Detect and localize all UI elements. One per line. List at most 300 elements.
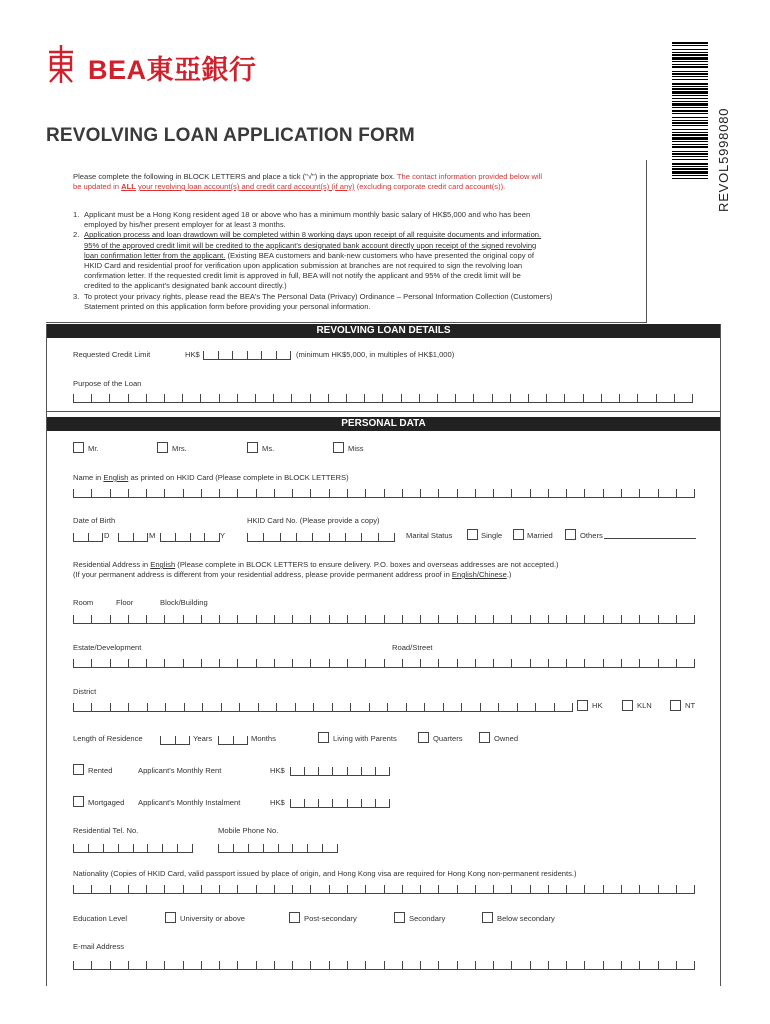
comb-cell[interactable] [639, 885, 657, 893]
comb-cell[interactable] [164, 394, 182, 402]
comb-cell[interactable] [201, 885, 219, 893]
comb-cell[interactable] [318, 767, 332, 775]
comb-cell[interactable] [329, 489, 347, 497]
comb-cell[interactable] [511, 489, 529, 497]
comb-cell[interactable] [658, 489, 676, 497]
comb-cell[interactable] [329, 615, 347, 623]
comb-cell[interactable] [402, 615, 420, 623]
comb-cell[interactable] [256, 961, 274, 969]
comb-cell[interactable] [511, 615, 529, 623]
comb-cell[interactable] [332, 799, 346, 807]
comb-cell[interactable] [274, 961, 292, 969]
comb-cell[interactable] [493, 885, 511, 893]
comb-cell[interactable] [438, 489, 456, 497]
title-mr-checkbox[interactable] [73, 442, 84, 453]
comb-cell[interactable] [280, 533, 296, 541]
marital-others-line[interactable] [604, 538, 696, 539]
marital-single-checkbox[interactable] [467, 529, 478, 540]
address-line-2-field[interactable] [73, 654, 695, 668]
comb-cell[interactable] [232, 351, 247, 359]
comb-cell[interactable] [310, 489, 328, 497]
comb-cell[interactable] [584, 489, 602, 497]
comb-cell[interactable] [110, 885, 128, 893]
comb-cell[interactable] [364, 394, 382, 402]
comb-cell[interactable] [329, 961, 347, 969]
comb-cell[interactable] [218, 736, 233, 744]
comb-cell[interactable] [548, 489, 566, 497]
comb-cell[interactable] [457, 489, 475, 497]
comb-cell[interactable] [318, 799, 332, 807]
monthly-rent-field[interactable] [290, 762, 390, 776]
comb-cell[interactable] [510, 394, 528, 402]
comb-cell[interactable] [247, 351, 262, 359]
comb-cell[interactable] [639, 659, 657, 667]
comb-cell[interactable] [110, 615, 128, 623]
comb-cell[interactable] [219, 615, 237, 623]
comb-cell[interactable] [310, 394, 328, 402]
comb-cell[interactable] [384, 489, 402, 497]
comb-cell[interactable] [493, 961, 511, 969]
residential-tel-field[interactable] [73, 839, 193, 853]
comb-cell[interactable] [676, 489, 695, 497]
comb-cell[interactable] [603, 961, 621, 969]
purpose-field[interactable] [73, 389, 693, 403]
comb-cell[interactable] [201, 615, 219, 623]
comb-cell[interactable] [676, 659, 695, 667]
hkid-field[interactable] [247, 528, 395, 542]
comb-cell[interactable] [128, 961, 146, 969]
comb-cell[interactable] [91, 615, 109, 623]
comb-cell[interactable] [601, 394, 619, 402]
comb-cell[interactable] [475, 961, 493, 969]
rented-checkbox[interactable] [73, 764, 84, 775]
comb-cell[interactable] [475, 489, 493, 497]
comb-cell[interactable] [261, 351, 276, 359]
comb-cell[interactable] [274, 659, 292, 667]
comb-cell[interactable] [310, 885, 328, 893]
comb-cell[interactable] [438, 961, 456, 969]
comb-cell[interactable] [164, 885, 182, 893]
comb-cell[interactable] [402, 885, 420, 893]
comb-cell[interactable] [73, 885, 91, 893]
comb-cell[interactable] [201, 489, 219, 497]
comb-cell[interactable] [564, 394, 582, 402]
title-mrs-checkbox[interactable] [157, 442, 168, 453]
comb-cell[interactable] [493, 659, 511, 667]
comb-cell[interactable] [603, 489, 621, 497]
comb-cell[interactable] [511, 659, 529, 667]
comb-cell[interactable] [73, 394, 91, 402]
comb-cell[interactable] [493, 615, 511, 623]
comb-cell[interactable] [420, 961, 438, 969]
comb-cell[interactable] [658, 659, 676, 667]
comb-cell[interactable] [475, 885, 493, 893]
comb-cell[interactable] [190, 533, 205, 541]
comb-cell[interactable] [162, 844, 177, 852]
comb-cell[interactable] [177, 844, 193, 852]
comb-cell[interactable] [406, 703, 424, 711]
comb-cell[interactable] [278, 844, 293, 852]
comb-cell[interactable] [548, 615, 566, 623]
comb-cell[interactable] [455, 394, 473, 402]
comb-cell[interactable] [118, 844, 133, 852]
comb-cell[interactable] [530, 615, 548, 623]
comb-cell[interactable] [164, 615, 182, 623]
comb-cell[interactable] [310, 961, 328, 969]
comb-cell[interactable] [256, 659, 274, 667]
comb-cell[interactable] [110, 703, 128, 711]
comb-cell[interactable] [530, 659, 548, 667]
comb-cell[interactable] [676, 615, 695, 623]
comb-cell[interactable] [146, 961, 164, 969]
comb-cell[interactable] [118, 533, 133, 541]
comb-cell[interactable] [147, 703, 165, 711]
comb-cell[interactable] [419, 394, 437, 402]
comb-cell[interactable] [183, 489, 201, 497]
comb-cell[interactable] [603, 659, 621, 667]
comb-cell[interactable] [313, 703, 331, 711]
comb-cell[interactable] [184, 703, 202, 711]
residence-years-field[interactable] [160, 731, 190, 745]
comb-cell[interactable] [133, 533, 149, 541]
comb-cell[interactable] [91, 703, 109, 711]
comb-cell[interactable] [237, 961, 255, 969]
comb-cell[interactable] [218, 351, 233, 359]
comb-cell[interactable] [91, 659, 109, 667]
comb-cell[interactable] [332, 703, 350, 711]
comb-cell[interactable] [530, 961, 548, 969]
comb-cell[interactable] [274, 615, 292, 623]
requested-limit-field[interactable] [203, 346, 291, 360]
comb-cell[interactable] [183, 615, 201, 623]
residence-months-field[interactable] [218, 731, 248, 745]
comb-cell[interactable] [201, 961, 219, 969]
comb-cell[interactable] [164, 489, 182, 497]
title-ms-checkbox[interactable] [247, 442, 258, 453]
comb-cell[interactable] [237, 615, 255, 623]
comb-cell[interactable] [676, 961, 695, 969]
comb-cell[interactable] [347, 489, 365, 497]
comb-cell[interactable] [146, 394, 164, 402]
comb-cell[interactable] [109, 394, 127, 402]
district-hk-checkbox[interactable] [577, 700, 588, 711]
comb-cell[interactable] [146, 489, 164, 497]
comb-cell[interactable] [384, 615, 402, 623]
comb-cell[interactable] [256, 885, 274, 893]
comb-cell[interactable] [584, 961, 602, 969]
comb-cell[interactable] [175, 736, 191, 744]
comb-cell[interactable] [219, 659, 237, 667]
comb-cell[interactable] [345, 533, 361, 541]
comb-cell[interactable] [292, 844, 307, 852]
comb-cell[interactable] [378, 533, 395, 541]
comb-cell[interactable] [73, 961, 91, 969]
dob-day-field[interactable] [73, 528, 103, 542]
comb-cell[interactable] [511, 961, 529, 969]
comb-cell[interactable] [566, 659, 584, 667]
comb-cell[interactable] [237, 659, 255, 667]
comb-cell[interactable] [365, 961, 383, 969]
comb-cell[interactable] [475, 659, 493, 667]
comb-cell[interactable] [146, 885, 164, 893]
comb-cell[interactable] [656, 394, 674, 402]
comb-cell[interactable] [457, 961, 475, 969]
comb-cell[interactable] [566, 961, 584, 969]
comb-cell[interactable] [133, 844, 148, 852]
comb-cell[interactable] [292, 659, 310, 667]
comb-cell[interactable] [147, 844, 162, 852]
comb-cell[interactable] [183, 659, 201, 667]
comb-cell[interactable] [258, 703, 276, 711]
comb-cell[interactable] [304, 767, 318, 775]
comb-cell[interactable] [110, 659, 128, 667]
mortgaged-checkbox[interactable] [73, 796, 84, 807]
comb-cell[interactable] [202, 703, 220, 711]
comb-cell[interactable] [347, 615, 365, 623]
comb-cell[interactable] [146, 615, 164, 623]
comb-cell[interactable] [292, 489, 310, 497]
comb-cell[interactable] [128, 615, 146, 623]
comb-cell[interactable] [566, 615, 584, 623]
comb-cell[interactable] [322, 844, 338, 852]
comb-cell[interactable] [263, 844, 278, 852]
comb-cell[interactable] [639, 615, 657, 623]
comb-cell[interactable] [365, 489, 383, 497]
comb-cell[interactable] [304, 799, 318, 807]
comb-cell[interactable] [91, 394, 109, 402]
edu-post-secondary-checkbox[interactable] [289, 912, 300, 923]
comb-cell[interactable] [273, 394, 291, 402]
comb-cell[interactable] [292, 885, 310, 893]
comb-cell[interactable] [165, 703, 183, 711]
comb-cell[interactable] [88, 844, 103, 852]
comb-cell[interactable] [457, 615, 475, 623]
comb-cell[interactable] [237, 489, 255, 497]
comb-cell[interactable] [375, 799, 390, 807]
comb-cell[interactable] [310, 615, 328, 623]
comb-cell[interactable] [346, 394, 364, 402]
comb-cell[interactable] [387, 703, 405, 711]
comb-cell[interactable] [621, 961, 639, 969]
district-kln-checkbox[interactable] [622, 700, 633, 711]
comb-cell[interactable] [110, 489, 128, 497]
comb-cell[interactable] [73, 844, 88, 852]
comb-cell[interactable] [498, 703, 516, 711]
comb-cell[interactable] [128, 394, 146, 402]
comb-cell[interactable] [584, 885, 602, 893]
comb-cell[interactable] [164, 961, 182, 969]
marital-married-checkbox[interactable] [513, 529, 524, 540]
district-nt-checkbox[interactable] [670, 700, 681, 711]
edu-below-secondary-checkbox[interactable] [482, 912, 493, 923]
comb-cell[interactable] [402, 961, 420, 969]
comb-cell[interactable] [329, 659, 347, 667]
comb-cell[interactable] [247, 533, 263, 541]
comb-cell[interactable] [183, 885, 201, 893]
comb-cell[interactable] [347, 885, 365, 893]
comb-cell[interactable] [554, 703, 573, 711]
comb-cell[interactable] [88, 533, 104, 541]
comb-cell[interactable] [183, 961, 201, 969]
email-field[interactable] [73, 956, 695, 970]
comb-cell[interactable] [160, 736, 175, 744]
comb-cell[interactable] [128, 659, 146, 667]
comb-cell[interactable] [219, 489, 237, 497]
comb-cell[interactable] [420, 489, 438, 497]
owned-checkbox[interactable] [479, 732, 490, 743]
comb-cell[interactable] [420, 615, 438, 623]
nationality-field[interactable] [73, 880, 695, 894]
comb-cell[interactable] [375, 767, 390, 775]
comb-cell[interactable] [219, 885, 237, 893]
comb-cell[interactable] [530, 489, 548, 497]
comb-cell[interactable] [291, 394, 309, 402]
comb-cell[interactable] [73, 703, 91, 711]
comb-cell[interactable] [621, 489, 639, 497]
living-with-parents-checkbox[interactable] [318, 732, 329, 743]
comb-cell[interactable] [365, 659, 383, 667]
comb-cell[interactable] [420, 885, 438, 893]
comb-cell[interactable] [437, 394, 455, 402]
comb-cell[interactable] [493, 489, 511, 497]
comb-cell[interactable] [384, 961, 402, 969]
comb-cell[interactable] [548, 961, 566, 969]
comb-cell[interactable] [382, 394, 400, 402]
comb-cell[interactable] [263, 533, 279, 541]
comb-cell[interactable] [329, 885, 347, 893]
comb-cell[interactable] [237, 885, 255, 893]
title-miss-checkbox[interactable] [333, 442, 344, 453]
comb-cell[interactable] [276, 351, 292, 359]
edu-secondary-checkbox[interactable] [394, 912, 405, 923]
comb-cell[interactable] [584, 615, 602, 623]
comb-cell[interactable] [621, 885, 639, 893]
comb-cell[interactable] [583, 394, 601, 402]
comb-cell[interactable] [290, 767, 304, 775]
comb-cell[interactable] [329, 533, 345, 541]
comb-cell[interactable] [438, 659, 456, 667]
comb-cell[interactable] [566, 489, 584, 497]
comb-cell[interactable] [219, 961, 237, 969]
comb-cell[interactable] [237, 394, 255, 402]
comb-cell[interactable] [584, 659, 602, 667]
comb-cell[interactable] [384, 659, 402, 667]
comb-cell[interactable] [239, 703, 257, 711]
comb-cell[interactable] [402, 489, 420, 497]
comb-cell[interactable] [639, 961, 657, 969]
comb-cell[interactable] [146, 659, 164, 667]
monthly-instalment-field[interactable] [290, 794, 390, 808]
comb-cell[interactable] [347, 767, 361, 775]
comb-cell[interactable] [73, 615, 91, 623]
comb-cell[interactable] [164, 659, 182, 667]
comb-cell[interactable] [461, 703, 479, 711]
mobile-phone-field[interactable] [218, 839, 338, 853]
comb-cell[interactable] [255, 394, 273, 402]
comb-cell[interactable] [256, 615, 274, 623]
comb-cell[interactable] [621, 659, 639, 667]
comb-cell[interactable] [637, 394, 655, 402]
edu-university-checkbox[interactable] [165, 912, 176, 923]
comb-cell[interactable] [307, 844, 322, 852]
comb-cell[interactable] [103, 844, 118, 852]
comb-cell[interactable] [73, 659, 91, 667]
comb-cell[interactable] [295, 703, 313, 711]
comb-cell[interactable] [290, 799, 304, 807]
comb-cell[interactable] [457, 885, 475, 893]
dob-year-field[interactable] [160, 528, 220, 542]
comb-cell[interactable] [361, 533, 377, 541]
comb-cell[interactable] [535, 703, 553, 711]
comb-cell[interactable] [369, 703, 387, 711]
comb-cell[interactable] [73, 533, 88, 541]
comb-cell[interactable] [91, 885, 109, 893]
comb-cell[interactable] [310, 659, 328, 667]
comb-cell[interactable] [110, 961, 128, 969]
comb-cell[interactable] [420, 659, 438, 667]
comb-cell[interactable] [511, 885, 529, 893]
comb-cell[interactable] [328, 394, 346, 402]
comb-cell[interactable] [292, 615, 310, 623]
comb-cell[interactable] [218, 844, 233, 852]
comb-cell[interactable] [274, 885, 292, 893]
comb-cell[interactable] [296, 533, 312, 541]
comb-cell[interactable] [256, 489, 274, 497]
comb-cell[interactable] [128, 489, 146, 497]
comb-cell[interactable] [347, 961, 365, 969]
comb-cell[interactable] [201, 659, 219, 667]
comb-cell[interactable] [443, 703, 461, 711]
comb-cell[interactable] [365, 615, 383, 623]
marital-others-checkbox[interactable] [565, 529, 576, 540]
comb-cell[interactable] [621, 615, 639, 623]
comb-cell[interactable] [384, 885, 402, 893]
comb-cell[interactable] [312, 533, 328, 541]
comb-cell[interactable] [276, 703, 294, 711]
comb-cell[interactable] [517, 703, 535, 711]
comb-cell[interactable] [91, 489, 109, 497]
comb-cell[interactable] [200, 394, 218, 402]
comb-cell[interactable] [365, 885, 383, 893]
comb-cell[interactable] [674, 394, 693, 402]
comb-cell[interactable] [639, 489, 657, 497]
comb-cell[interactable] [473, 394, 491, 402]
comb-cell[interactable] [438, 615, 456, 623]
comb-cell[interactable] [332, 767, 346, 775]
comb-cell[interactable] [424, 703, 442, 711]
comb-cell[interactable] [361, 767, 375, 775]
comb-cell[interactable] [603, 615, 621, 623]
comb-cell[interactable] [619, 394, 637, 402]
comb-cell[interactable] [658, 961, 676, 969]
comb-cell[interactable] [530, 885, 548, 893]
comb-cell[interactable] [203, 351, 218, 359]
comb-cell[interactable] [204, 533, 220, 541]
comb-cell[interactable] [548, 659, 566, 667]
comb-cell[interactable] [175, 533, 190, 541]
dob-month-field[interactable] [118, 528, 148, 542]
comb-cell[interactable] [658, 615, 676, 623]
comb-cell[interactable] [438, 885, 456, 893]
comb-cell[interactable] [233, 736, 249, 744]
comb-cell[interactable] [528, 394, 546, 402]
comb-cell[interactable] [350, 703, 368, 711]
comb-cell[interactable] [160, 533, 175, 541]
comb-cell[interactable] [182, 394, 200, 402]
comb-cell[interactable] [91, 961, 109, 969]
address-line-1-field[interactable] [73, 610, 695, 624]
comb-cell[interactable] [233, 844, 248, 852]
